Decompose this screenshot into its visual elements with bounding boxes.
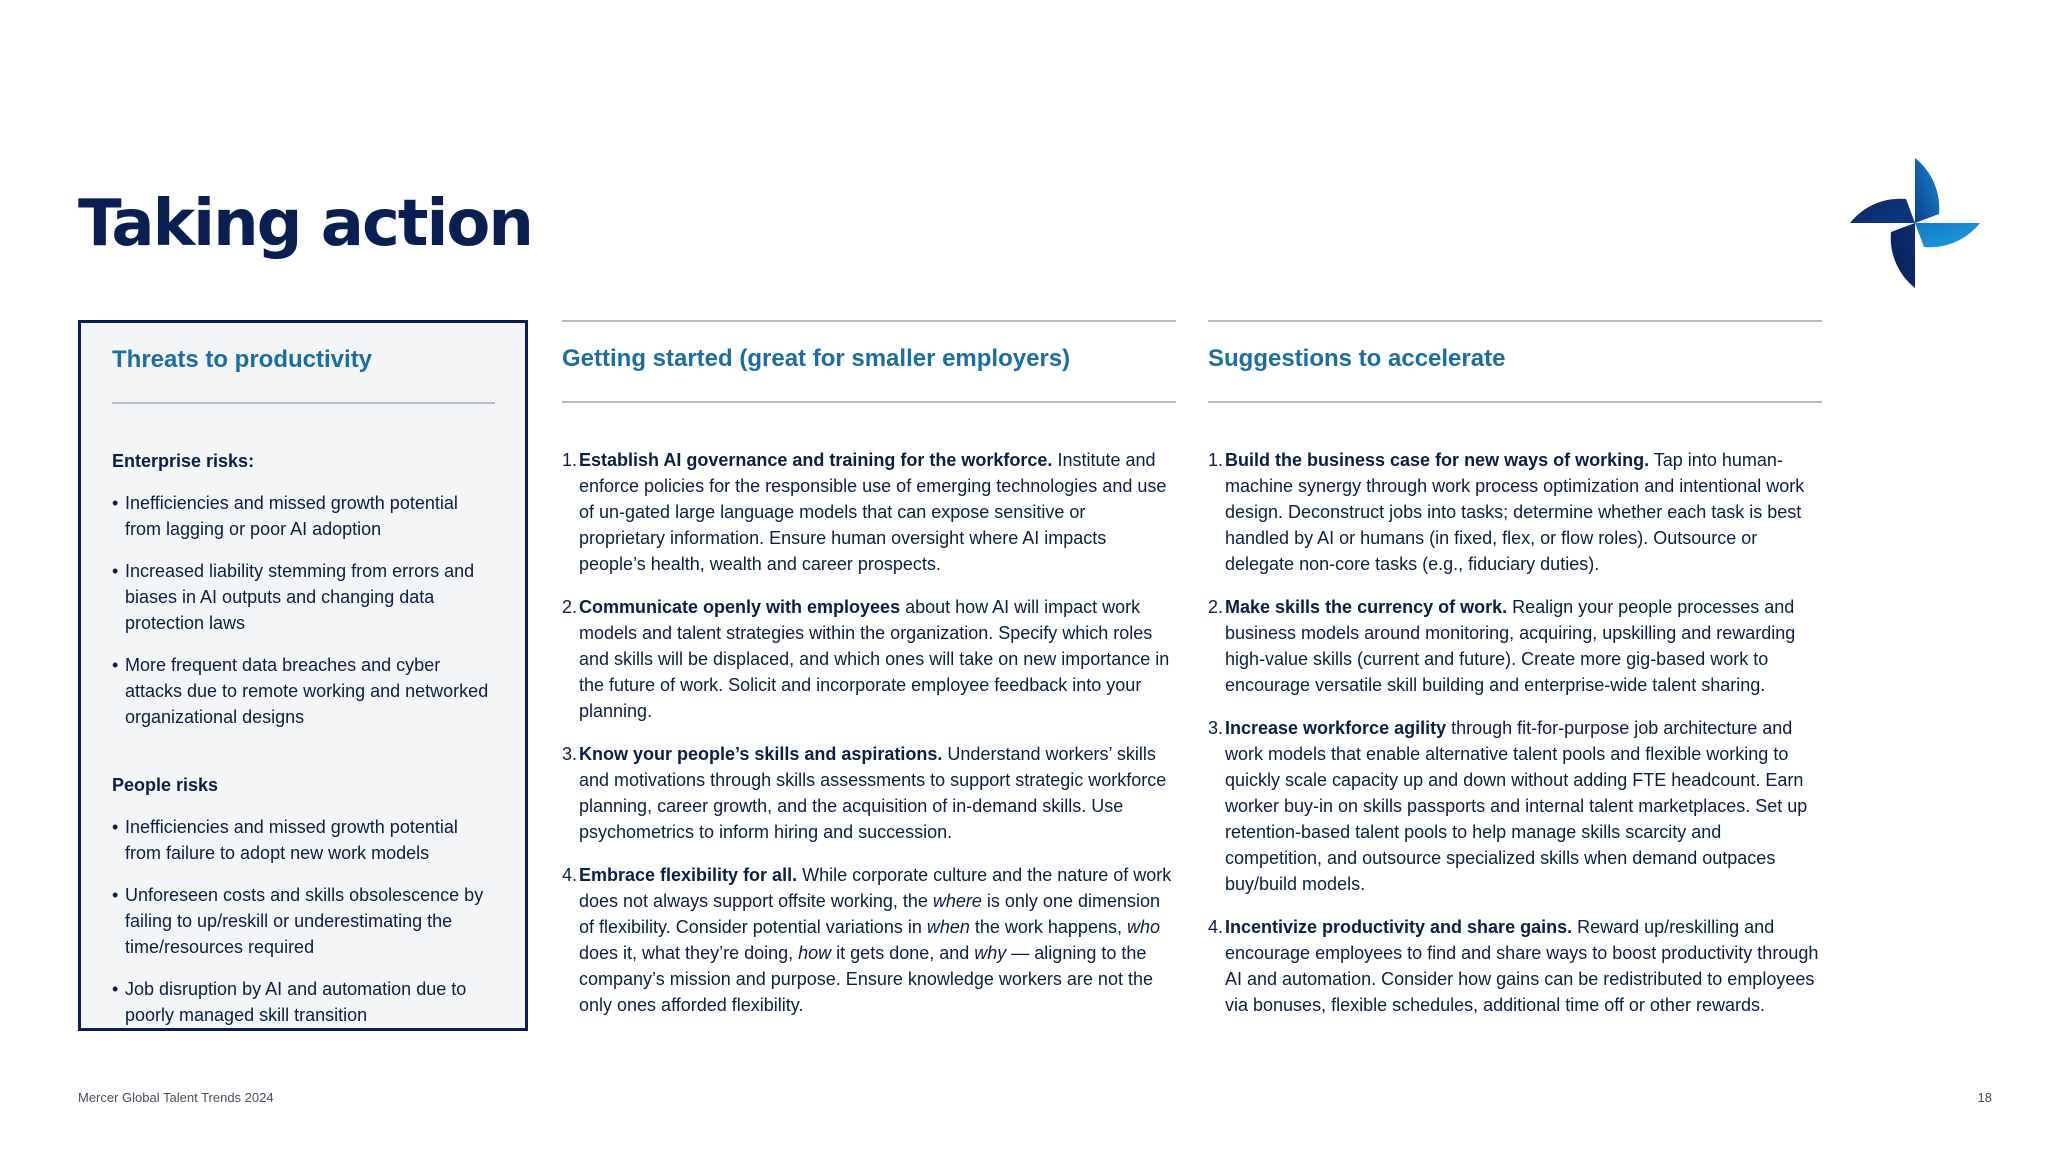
getting-started-list: [562, 447, 1176, 1018]
list-item: [1208, 447, 1822, 577]
getting-started-section: [562, 320, 1176, 1035]
list-item: [1208, 715, 1822, 897]
item-number: 3.: [562, 744, 578, 764]
item-number: 4.: [1208, 917, 1224, 937]
item-number: 2.: [562, 597, 578, 617]
item-number: 3.: [1208, 718, 1224, 738]
list-item: • Unforeseen costs and skills obsolescence by failing to up/reskill or underestimating the time/resources required: [112, 882, 495, 960]
item-emphasis: who: [1126, 917, 1161, 937]
item-text: is only one dimension of flexibility. Consider potential variations in: [579, 891, 1161, 937]
list-item: [1208, 594, 1822, 698]
accelerate-section: [1208, 320, 1822, 1035]
item-lead: Embrace flexibility for all.: [579, 865, 798, 885]
enterprise-risks-title: Enterprise risks:: [112, 451, 255, 471]
list-item: • Inefficiencies and missed growth potential from failure to adopt new work models: [112, 814, 495, 866]
item-number: 1.: [1208, 450, 1224, 470]
pinwheel-icon: [1850, 158, 1980, 288]
page-number: 18: [1977, 1090, 1992, 1105]
item-text: Understand workers’ skills and motivations through skills assessments to support strategic workforce planning, career growth, and the acquisition of in-demand skills. Use psychometrics to inform hiring and succession.: [579, 744, 1167, 842]
item-text: it gets done, and: [831, 943, 975, 963]
item-lead: Make skills the currency of work.: [1225, 597, 1508, 617]
accelerate-heading: Suggestions to accelerate: [1208, 342, 1822, 403]
item-number: 4.: [562, 865, 578, 885]
list-item: [562, 594, 1176, 724]
people-risks-title: People risks: [112, 775, 219, 795]
list-item: • More frequent data breaches and cyber attacks due to remote working and networked organizational designs: [112, 652, 495, 730]
item-text: While corporate culture and the nature of work does not always support offsite working, the: [579, 865, 1172, 911]
list-item: [562, 741, 1176, 845]
item-text: Institute and enforce policies for the responsible use of emerging technologies and use of un-gated large language models that can expose sensitive or proprietary information. Ensure human oversight where AI impacts people’s health, wealth and career prospects.: [579, 450, 1167, 574]
list-item: • Increased liability stemming from errors and biases in AI outputs and changing data protection laws: [112, 558, 495, 636]
item-emphasis: how: [798, 943, 832, 963]
getting-started-heading: Getting started (great for smaller employers): [562, 342, 1176, 403]
item-number: 1.: [562, 450, 578, 470]
item-number: 2.: [1208, 597, 1224, 617]
page-title: Taking action: [78, 187, 532, 261]
list-item: [562, 447, 1176, 577]
threats-panel: [78, 320, 528, 1031]
list-item: • Inefficiencies and missed growth potential from lagging or poor AI adoption: [112, 490, 495, 542]
enterprise-risks-list: [112, 490, 495, 730]
item-emphasis: when: [926, 917, 970, 937]
item-text: does it, what they’re doing,: [579, 943, 799, 963]
people-risks-list: [112, 814, 495, 1028]
footer-source: Mercer Global Talent Trends 2024: [78, 1090, 274, 1105]
item-emphasis: why: [974, 943, 1007, 963]
accelerate-list: [1208, 447, 1822, 1018]
list-item: • Job disruption by AI and automation due to poorly managed skill transition: [112, 976, 495, 1028]
item-lead: Incentivize productivity and share gains.: [1225, 917, 1573, 937]
item-text: Reward up/reskilling and encourage employees to find and share ways to boost productivity through AI and automation. Consider how gains can be redistributed to employees via bonuses, flexible schedules, additional time off or other rewards.: [1225, 917, 1819, 1015]
item-text: the work happens,: [969, 917, 1127, 937]
item-lead: Build the business case for new ways of working.: [1225, 450, 1650, 470]
item-emphasis: where: [932, 891, 982, 911]
item-text: through fit-for-purpose job architecture and work models that enable alternative talent pools and flexible working to quickly scale capacity up and down without adding FTE headcount. Earn worker buy-in on skills passports and internal talent marketplaces. Set up retention-based talent pools to help manage skills scarcity and competition, and outsource specialized skills when demand outpaces buy/build models.: [1225, 718, 1808, 894]
item-lead: Increase workforce agility: [1225, 718, 1447, 738]
item-lead: Know your people’s skills and aspirations.: [579, 744, 943, 764]
item-text: about how AI will impact work models and talent strategies within the organization. Specify which roles and skills will be displaced, and which ones will take on new importance in the future of work. Solicit and incorporate employee feedback into your planning.: [579, 597, 1170, 721]
item-lead: Establish AI governance and training for the workforce.: [579, 450, 1053, 470]
item-lead: Communicate openly with employees: [579, 597, 901, 617]
list-item: [1208, 914, 1822, 1018]
item-text: Realign your people processes and business models around monitoring, acquiring, upskilling and rewarding high-value skills (current and future). Create more gig-based work to encourage versatile skill building and enterprise-wide talent sharing.: [1225, 597, 1796, 695]
threats-heading: Threats to productivity: [112, 343, 495, 404]
list-item: [562, 862, 1176, 1018]
item-text: Tap into human-machine synergy through work process optimization and intentional work design. Deconstruct jobs into tasks; determine whether each task is best handled by AI or humans (in fixed, flex, or flow roles). Outsource or delegate non-core tasks (e.g., fiduciary duties).: [1225, 450, 1805, 574]
item-text: — aligning to the company’s mission and purpose. Ensure knowledge workers are not the only ones afforded flexibility.: [579, 943, 1153, 1015]
